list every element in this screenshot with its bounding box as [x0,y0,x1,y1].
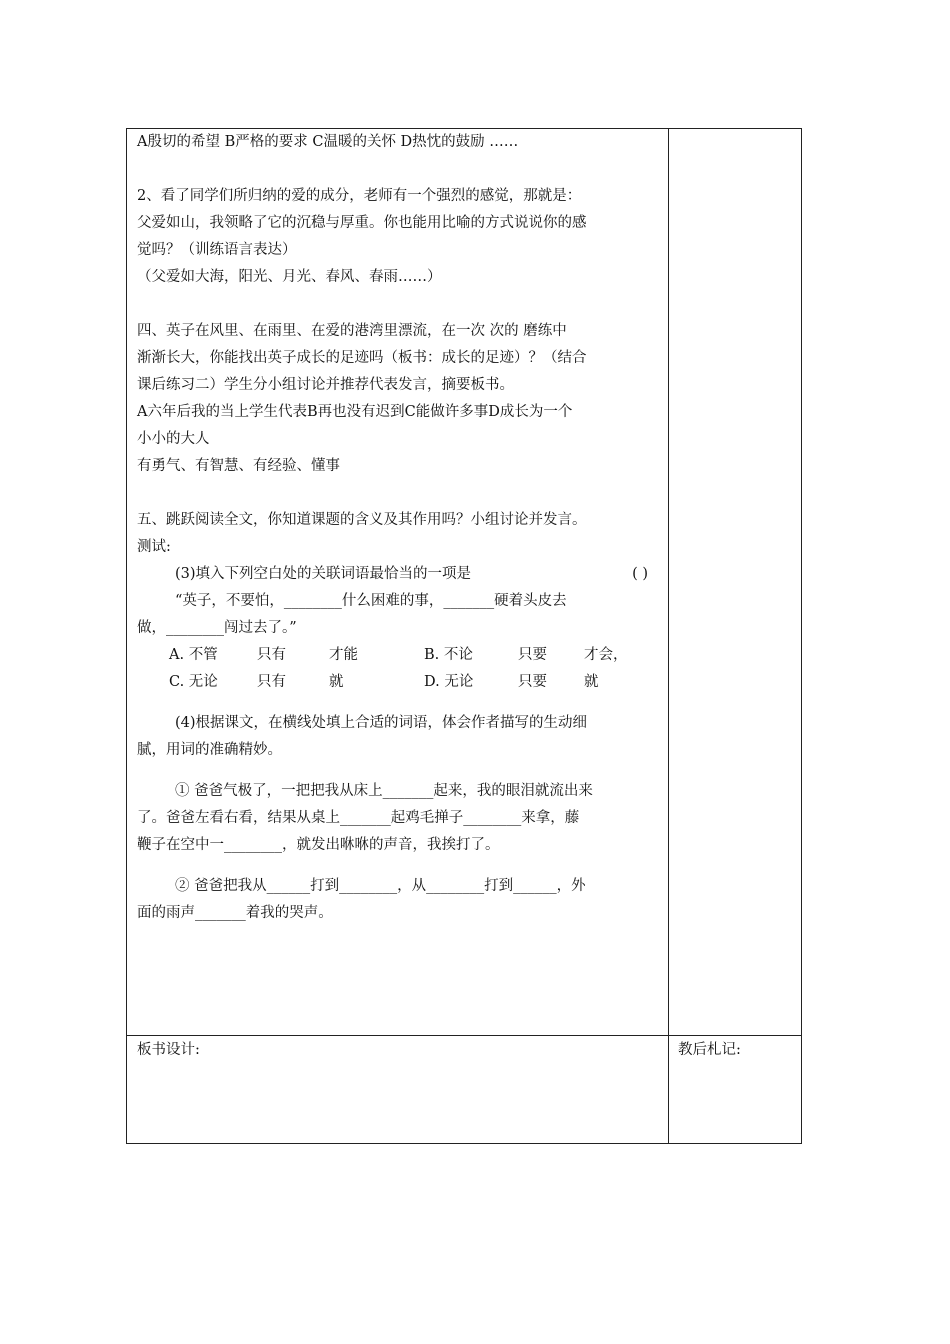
text-line: 渐渐长大，你能找出英子成长的足迹吗（板书：成长的足迹）？（结合 [137,350,587,366]
column-divider [668,129,669,1143]
options-row-1 [137,642,662,669]
option-word: 就 [584,674,599,690]
text-line: 父爱如山，我领略了它的沉稳与厚重。你也能用比喻的方式说说你的感 [137,215,587,231]
text-line: 了。爸爸左看右看，结果从桌上_______起鸡毛掸子________来拿，藤 [137,810,580,826]
option-word: 就 [329,674,344,690]
text-line: 做，________闯过去了。” [137,620,297,636]
text-line: A六年后我的当上学生代表B再也没有迟到C能做许多事D成长为一个 [137,404,573,420]
option-c: C. 无论 [169,674,218,690]
question-3 [137,561,662,588]
text-line: “英子，不要怕，________什么困难的事，_______硬着头皮去 [175,593,567,609]
text-line: （父爱如大海，阳光、月光、春风、春雨……） [137,269,442,285]
text-line: 四、英子在风里、在雨里、在爱的港湾里漂流，在一次 次的 磨练中 [137,323,567,339]
text-line: 测试: [137,539,171,555]
answer-parentheses: ( ) [632,566,648,582]
text-line: 2、看了同学们所归纳的爱的成分，老师有一个强烈的感觉，那就是： [137,188,582,204]
board-design-label: 板书设计: [137,1042,200,1058]
text-line: 小小的大人 [137,431,210,447]
option-word: 只要 [518,674,547,690]
text-line: 课后练习二）学生分小组讨论并推荐代表发言，摘要板书。 [137,377,514,393]
option-b: B. 不论 [424,647,473,663]
text-line: (4)根据课文，在横线处填上合适的词语，体会作者描写的生动细 [175,715,588,731]
question-3-prompt: (3)填入下列空白处的关联词语最恰当的一项是 [175,566,472,582]
option-word: 只有 [257,674,286,690]
options-row-2 [137,669,662,696]
text-line: A殷切的希望 B严格的要求 C温暖的关怀 D热忱的鼓励 …… [137,134,519,150]
option-word: 只要 [518,647,547,663]
text-line: 面的雨声_______着我的哭声。 [137,905,333,921]
text-line: ① 爸爸气极了，一把把我从床上_______起来，我的眼泪就流出来 [175,783,593,799]
option-word: 只有 [257,647,286,663]
option-word: 才会， [584,647,628,663]
text-line: 有勇气、有智慧、有经验、懂事 [137,458,340,474]
option-d: D. 无论 [424,674,474,690]
option-a: A. 不管 [169,647,218,663]
post-lesson-notes-label: 教后札记: [678,1042,741,1058]
main-content-cell [137,129,662,927]
option-word: 才能 [329,647,358,663]
text-line: 鞭子在空中一________，就发出咻咻的声音，我挨打了。 [137,837,500,853]
text-line: ② 爸爸把我从______打到________，从________打到______，外 [175,878,586,894]
text-line: 觉吗？（训练语言表达） [137,242,297,258]
lesson-plan-table [126,128,802,1144]
text-line: 腻，用词的准确精妙。 [137,742,282,758]
text-line: 五、跳跃阅读全文，你知道课题的含义及其作用吗？小组讨论并发言。 [137,512,587,528]
